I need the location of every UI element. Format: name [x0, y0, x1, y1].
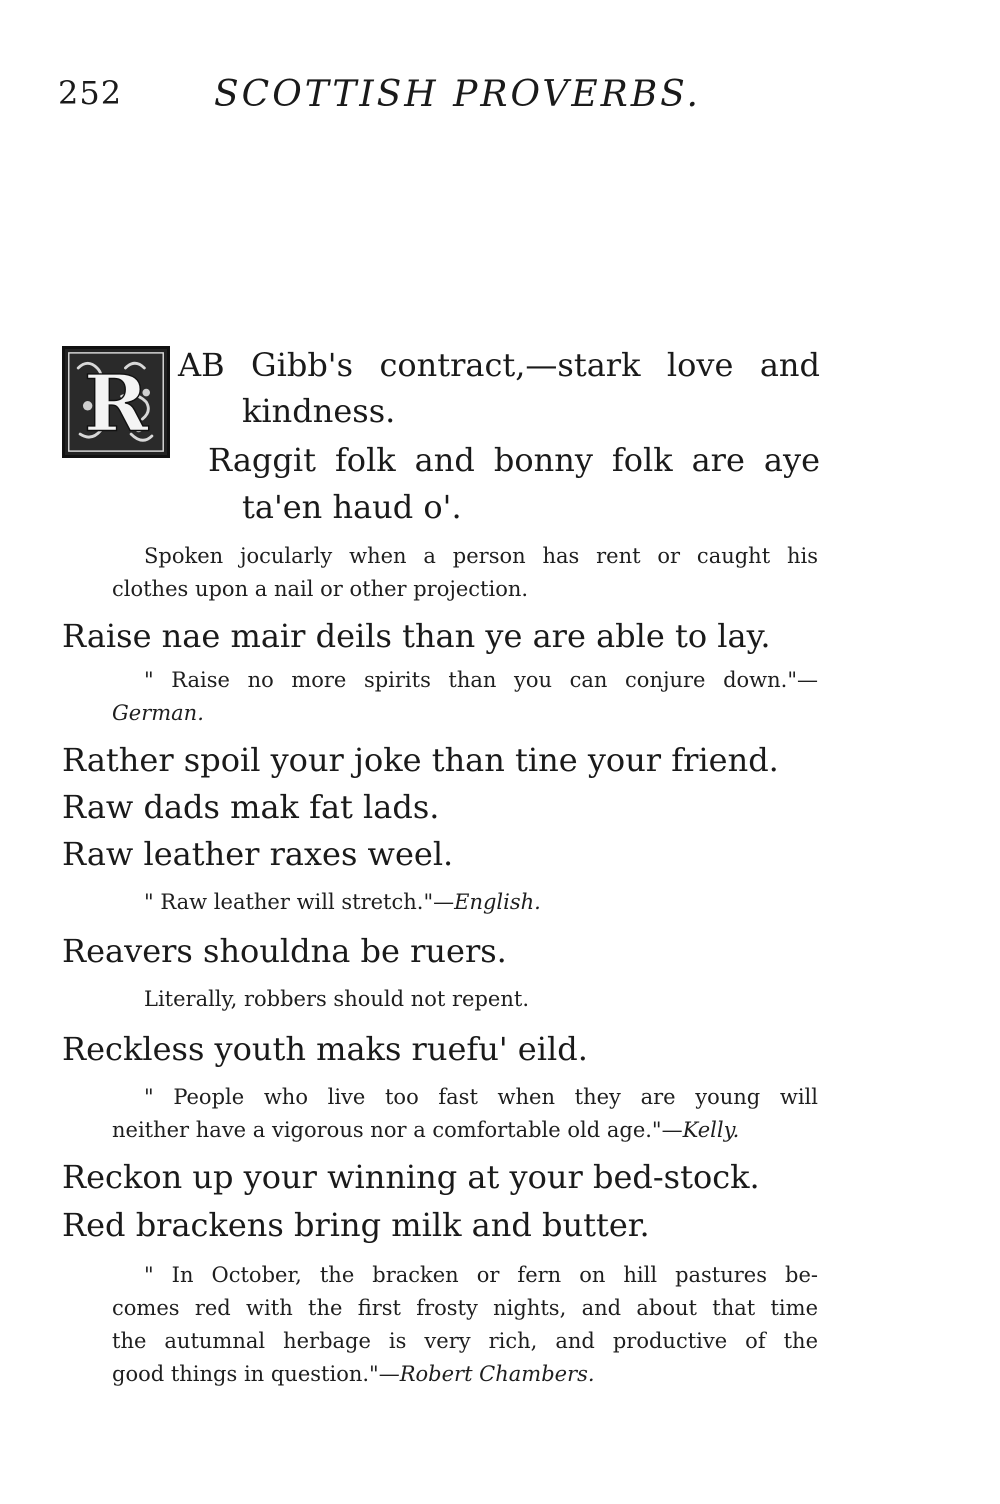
proverb-note-line	[112, 1358, 818, 1391]
proverb-continuation: kindness.	[242, 392, 396, 430]
proverb-line: Raise nae mair deils than ye are able to lay.	[62, 617, 771, 655]
svg-text:R: R	[83, 358, 149, 450]
note-source: English.	[454, 890, 541, 914]
note-text: " Raw leather will stretch."—	[144, 890, 455, 914]
proverb-line: Raw leather raxes weel.	[62, 835, 454, 873]
proverb-note-line: " In October, the bracken or fern on hill pastures be-	[144, 1263, 818, 1287]
proverb-line: Reckon up your winning at your bed-stock.	[62, 1158, 760, 1196]
proverb-note-line: the autumnal herbage is very rich, and productive of the	[112, 1329, 818, 1353]
proverb-line: Red brackens bring milk and butter.	[62, 1206, 650, 1244]
note-source: Robert Chambers.	[399, 1362, 595, 1386]
note-text: good things in question."—	[112, 1362, 400, 1386]
proverb-first-line: AB Gibb's contract,—stark love and	[178, 346, 820, 384]
proverb-note-line: Spoken jocularly when a person has rent or caught his	[144, 544, 818, 568]
running-title: SCOTTISH PROVERBS.	[214, 74, 702, 115]
proverb-line: Reavers shouldna be ruers.	[62, 932, 507, 970]
proverb-note-line: " People who live too fast when they are young will	[144, 1085, 818, 1109]
proverb-note-line: " Raise no more spirits than you can conjure down."—	[144, 668, 818, 692]
proverb-note-line	[112, 1114, 818, 1147]
page-header	[58, 68, 818, 118]
note-text: neither have a vigorous nor a comfortable old age."—	[112, 1118, 683, 1142]
proverb-note-line	[112, 697, 818, 730]
proverb-note-line: Literally, robbers should not repent.	[144, 987, 529, 1011]
proverb-note-line: clothes upon a nail or other projection.	[112, 577, 529, 601]
page-number: 252	[58, 74, 123, 112]
proverb-line: Rather spoil your joke than tine your friend.	[62, 741, 779, 779]
note-source: Kelly.	[682, 1118, 740, 1142]
proverb-note-line	[144, 886, 818, 919]
ornamental-initial-r-icon	[62, 346, 170, 458]
proverb-line: Reckless youth maks ruefu' eild.	[62, 1030, 588, 1068]
proverb-line: Raggit folk and bonny folk are aye	[208, 441, 820, 479]
proverb-continuation: ta'en haud o'.	[242, 488, 462, 526]
note-source: German.	[112, 701, 204, 725]
proverb-line: Raw dads mak fat lads.	[62, 788, 440, 826]
proverb-note-line: comes red with the first frosty nights, and about that time	[112, 1296, 818, 1320]
